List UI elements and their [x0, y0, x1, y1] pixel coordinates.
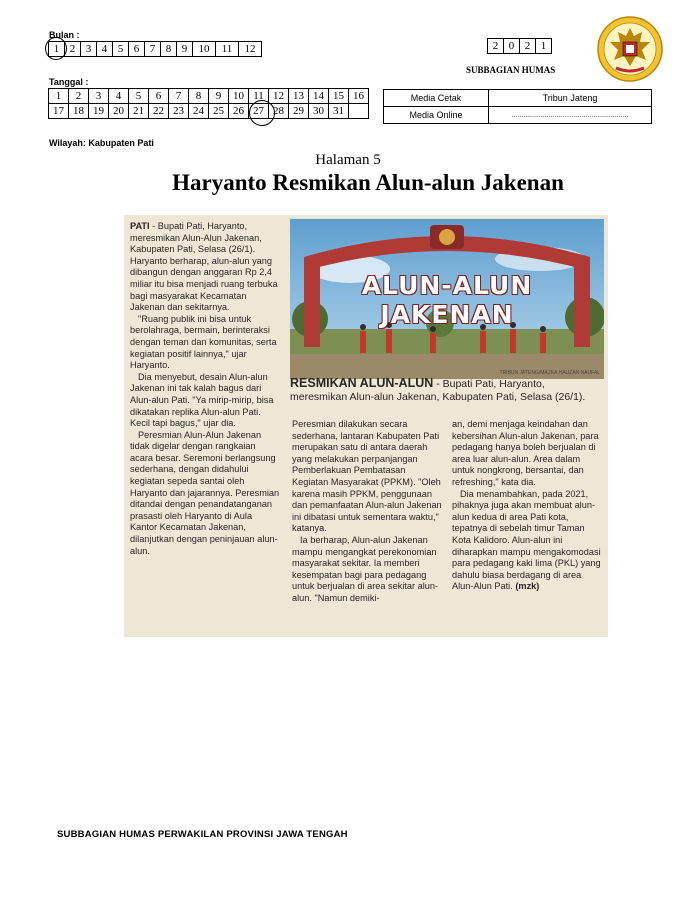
day-cell: 13 — [289, 89, 309, 104]
subbagian-label: SUBBAGIAN HUMAS — [466, 65, 556, 75]
day-cell: 22 — [149, 104, 169, 119]
headline: Haryanto Resmikan Alun-alun Jakenan — [172, 170, 564, 195]
day-cell: 20 — [109, 104, 129, 119]
media-cetak-label: Media Cetak — [384, 90, 489, 107]
day-cell: 14 — [309, 89, 329, 104]
year-digit: 2 — [488, 39, 504, 54]
author-signoff: (mzk) — [515, 581, 540, 592]
day-cell: 21 — [129, 104, 149, 119]
article-column-3 — [452, 419, 602, 593]
media-online-label: Media Online — [384, 107, 489, 124]
paragraph-text: Dia menyebut, desain Alun-alun Jakenan ini tak kalah bagus dari Alun-alun Pati. "Ya mirip-mirip, bisa dikatakan replika Alun-alun Pati. Kecil tapi bagus," ujar dia. — [130, 371, 274, 429]
month-cell: 11 — [216, 42, 239, 57]
month-cell: 1 — [49, 42, 65, 57]
date-grid — [48, 88, 369, 119]
article-column-1 — [130, 221, 280, 557]
day-cell: 27 — [249, 104, 269, 119]
footer-text: SUBBAGIAN HUMAS PERWAKILAN PROVINSI JAWA TENGAH — [57, 829, 348, 840]
day-cell: 9 — [209, 89, 229, 104]
day-cell: 10 — [229, 89, 249, 104]
photo-caption — [290, 377, 602, 404]
month-cell: 4 — [97, 42, 113, 57]
photo-sign: ALUN-ALUN JAKENAN — [361, 271, 533, 329]
paragraph-text: Peresmian Alun-Alun Jakenan tidak digelar dengan rangkaian acara besar. Seremoni berlangsung sederhana, dengan didahului kegiatan sepeda santai oleh Haryanto dan jajarannya. Peresmian ditandai dengan penandatanganan prasasti oleh Haryanto di Aula Kantor Kecamatan Jakenan, dilanjutkan dengan peninjauan alun-alun. — [130, 429, 280, 556]
day-cell: 31 — [329, 104, 349, 119]
day-cell: 7 — [169, 89, 189, 104]
day-cell: 18 — [69, 104, 89, 119]
year-digit: 1 — [536, 39, 552, 54]
article-paragraph — [292, 419, 442, 535]
selected-day-circle — [249, 100, 275, 126]
day-cell: 1 — [49, 89, 69, 104]
month-cell: 3 — [81, 42, 97, 57]
day-cell: 4 — [109, 89, 129, 104]
article-paragraph — [452, 489, 602, 593]
day-cell: 30 — [309, 104, 329, 119]
tanggal-label: Tanggal : — [49, 77, 89, 87]
article-paragraph — [130, 314, 280, 372]
caption-text: - Bupati Pati, Haryanto, meresmikan Alun-alun Jakenan, Kabupaten Pati, Selasa (26/1). — [290, 378, 586, 403]
month-cell: 5 — [113, 42, 129, 57]
month-cell: 7 — [145, 42, 161, 57]
day-cell: 3 — [89, 89, 109, 104]
article-column-2 — [292, 419, 442, 605]
month-cell: 2 — [65, 42, 81, 57]
day-cell — [349, 104, 369, 119]
paragraph-text: an, demi menjaga keindahan dan kebersihan Alun-alun Jakenan, para pedagang hanya boleh berjualan di area luar alun-alun. Area dalam untuk nongkrong, bersantai, dan refreshing," kata dia. — [452, 419, 599, 487]
year-digit: 0 — [504, 39, 520, 54]
article-paragraph — [292, 535, 442, 605]
paragraph-text: Dia menambahkan, pada 2021, pihaknya juga akan membuat alun-alun kedua di area Pati kota, tepatnya di sebelah timur Taman Kota Kalidoro. Alun-alun ini diharapkan mampu mengakomodasi para pedagang kaki lima (PKL) yang dahulu biasa berdagang di area Alun-Alun Pati. — [452, 488, 601, 592]
day-cell: 19 — [89, 104, 109, 119]
garuda-logo — [596, 16, 664, 82]
media-cetak-value: Tribun Jateng — [489, 90, 652, 107]
day-cell: 26 — [229, 104, 249, 119]
day-cell: 16 — [349, 89, 369, 104]
caption-title: RESMIKAN ALUN-ALUN — [290, 376, 434, 390]
photo-credit: TRIBUN JATENG/MAZKA HAUZAN NAUFAL — [499, 370, 600, 376]
year-box — [487, 38, 552, 54]
bulan-label: Bulan : — [49, 30, 80, 40]
paragraph-text: Ia berharap, Alun-alun Jakenan mampu mengangkat perekonomian masyarakat sekitar. Ia memberi kesempatan bagi para pedagang untuk berjualan di area sekitar alun-alun. "Namun demiki- — [292, 534, 439, 603]
day-cell: 11 — [249, 89, 269, 104]
year-digit: 2 — [520, 39, 536, 54]
newspaper-clip — [124, 215, 608, 637]
month-cell: 6 — [129, 42, 145, 57]
paragraph-text: - Bupati Pati, Haryanto, meresmikan Alun-Alun Jakenan, Kabupaten Pati, Selasa (26/1). Haryanto berharap, alun-alun yang dibangun dengan anggaran Rp 2,4 miliar itu bisa menjadi ruang terbuka bagi masyarakat Kecamatan Jakenan dan sekitarnya. — [130, 221, 278, 313]
day-cell: 6 — [149, 89, 169, 104]
media-online-value: ............................................................ — [489, 107, 652, 124]
day-cell: 5 — [129, 89, 149, 104]
month-cell: 8 — [161, 42, 177, 57]
day-cell: 15 — [329, 89, 349, 104]
selected-month-circle — [45, 37, 67, 60]
month-cell: 12 — [239, 42, 262, 57]
day-cell: 12 — [269, 89, 289, 104]
dateline: PATI — [130, 221, 150, 231]
day-cell: 17 — [49, 104, 69, 119]
day-cell: 24 — [189, 104, 209, 119]
day-cell: 23 — [169, 104, 189, 119]
day-cell: 8 — [189, 89, 209, 104]
day-cell: 28 — [269, 104, 289, 119]
wilayah-label: Wilayah: Kabupaten Pati — [49, 138, 154, 148]
page-number: Halaman 5 — [315, 152, 381, 168]
paragraph-text: Peresmian dilakukan secara sederhana, lantaran Kabupaten Pati merupakan satu di antara daerah yang melakukan perpanjangan Pemberlakuan Pembatasan Kegiatan Masyarakat (PPKM). "Oleh karena masih PPKM, penggunaan dan pemanfaatan Alun-alun Jakenan ini dibatasi untuk sementara waktu," katanya. — [292, 419, 442, 534]
day-cell: 29 — [289, 104, 309, 119]
article-paragraph — [452, 419, 602, 489]
month-cell: 10 — [193, 42, 216, 57]
day-cell: 25 — [209, 104, 229, 119]
day-cell: 2 — [69, 89, 89, 104]
media-table — [383, 89, 652, 124]
paragraph-text: "Ruang publik ini bisa untuk berolahraga, bermain, berinteraksi dengan teman dan komunitas, serta kegiatan positif lainnya," ujar Haryanto. — [130, 313, 277, 371]
article-paragraph — [130, 372, 280, 430]
month-grid — [48, 41, 262, 57]
month-cell: 9 — [177, 42, 193, 57]
article-paragraph — [130, 221, 280, 314]
article-paragraph — [130, 430, 280, 558]
